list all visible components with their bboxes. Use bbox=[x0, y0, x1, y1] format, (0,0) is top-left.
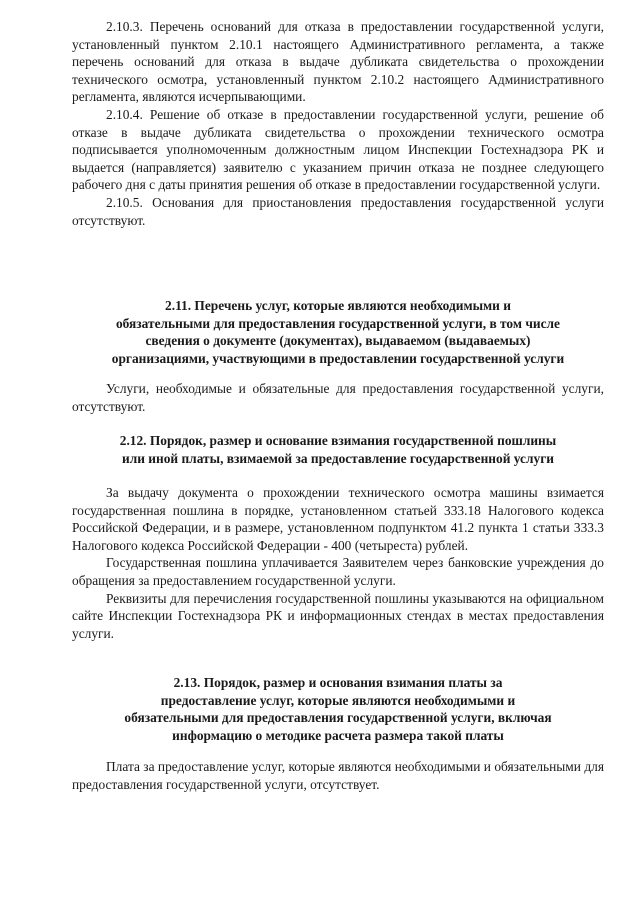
paragraph-2-12-b: Государственная пошлина уплачивается Заявителем через банковские учреждения до обращения за предоставлением государственной услуги. bbox=[72, 555, 604, 588]
block-2-11 bbox=[72, 380, 604, 415]
paragraph-2-10-4: 2.10.4. Решение об отказе в предоставлении государственной услуги, решение об отказе в выдаче дубликата свидетельства о прохождении технического осмотра подписывается уполномоченным должностным лицом Инспекции Гостехнадзора РК и выдается (направляется) заявителю с указанием причин отказа не позднее следующего рабочего дня с даты принятия решения об отказе в предоставлении государственной услуги. bbox=[72, 106, 604, 193]
paragraph-2-12-c: Реквизиты для перечисления государственной пошлины указываются на официальном сайте Инспекции Гостехнадзора РК и информационных стендах в местах предоставления услуги. bbox=[72, 590, 604, 641]
heading-line: сведения о документе (документах), выдаваемом (выдаваемых) bbox=[145, 333, 531, 349]
heading-line: информацию о методике расчета размера такой платы bbox=[172, 727, 504, 743]
heading-line: организациями, участвующими в предоставлении государственной услуги bbox=[111, 350, 565, 366]
block-2-13 bbox=[72, 758, 604, 793]
heading-line: предоставление услуг, которые являются необходимыми и bbox=[160, 692, 516, 708]
heading-line: 2.13. Порядок, размер и основания взимания платы за bbox=[173, 675, 503, 690]
heading-line: 2.11. Перечень услуг, которые являются необходимыми и bbox=[165, 298, 511, 313]
paragraph-2-11: Услуги, необходимые и обязательные для предоставления государственной услуги, отсутствуют. bbox=[72, 381, 604, 414]
paragraph-2-12-a: За выдачу документа о прохождении технического осмотра машины взимается государственная пошлина в порядке, установленном статьей 333.18 Налогового кодекса Российской Федерации, и в размере, установленном подпунктом 41.2 пункта 1 статьи 333.3 Налогового кодекса Российской Федерации - 400 (четыреста) рублей. bbox=[72, 485, 604, 553]
heading-2-11 bbox=[60, 297, 616, 367]
heading-line: обязательными для предоставления государственной услуги, в том числе bbox=[115, 315, 561, 331]
heading-2-13 bbox=[60, 674, 616, 744]
block-2-12 bbox=[72, 484, 604, 642]
paragraph-2-13: Плата за предоставление услуг, которые являются необходимыми и обязательными для предоставления государственной услуги, отсутствует. bbox=[72, 759, 604, 792]
heading-line: или иной платы, взимаемой за предоставление государственной услуги bbox=[121, 450, 554, 466]
heading-line: 2.12. Порядок, размер и основание взимания государственной пошлины bbox=[119, 433, 557, 448]
paragraph-2-10-5: 2.10.5. Основания для приостановления предоставления государственной услуги отсутствуют. bbox=[72, 194, 604, 228]
block-2-10 bbox=[72, 18, 604, 229]
heading-2-12 bbox=[60, 432, 616, 467]
paragraph-2-10-3: 2.10.3. Перечень оснований для отказа в предоставлении государственной услуги, установленный пунктом 2.10.1 настоящего Административного регламента, а также перечень оснований для отказа в выдаче дубликата свидетельства о прохождении технического осмотра, установленный пунктом 2.10.2 настоящего Административного регламента, являются исчерпывающими. bbox=[72, 19, 604, 105]
heading-line: обязательными для предоставления государственной услуги, включая bbox=[124, 710, 552, 726]
